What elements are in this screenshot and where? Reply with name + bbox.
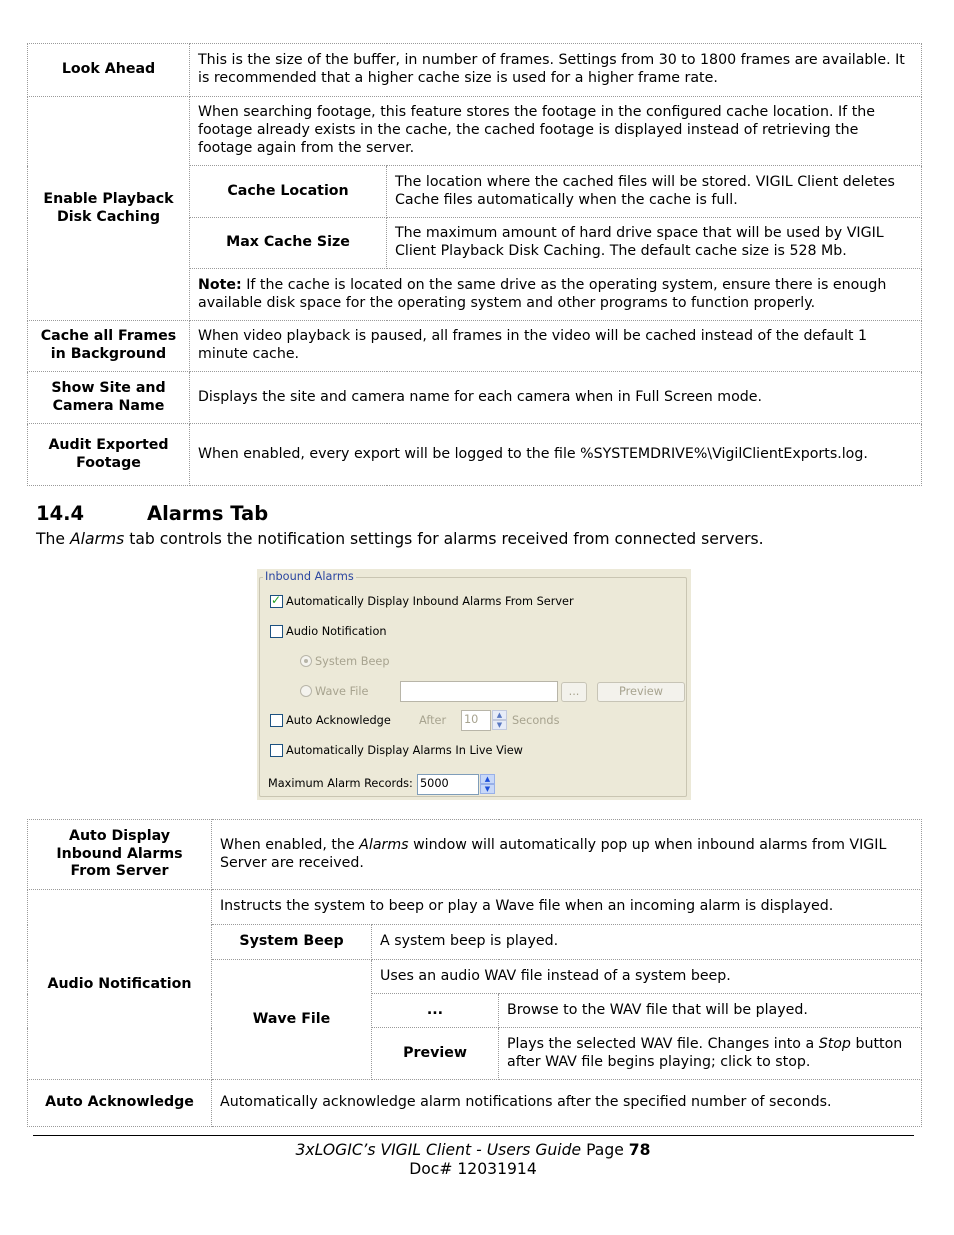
note-label: Note: — [198, 276, 242, 293]
max-cache-desc: The maximum amount of hard drive space that will be used by VIGIL Client Playback Disk Caching. The default cache size is 528 Mb. — [387, 218, 922, 269]
intro-post: tab controls the notification settings for alarms received from connected servers. — [124, 530, 764, 548]
auto-ack-row-desc: Automatically acknowledge alarm notifications after the specified number of seconds. — [212, 1080, 922, 1127]
auto-display-checkbox[interactable] — [270, 595, 283, 608]
guide-title: 3xLOGIC’s VIGIL Client - Users Guide — [295, 1141, 582, 1159]
after-seconds-input[interactable] — [461, 710, 491, 731]
section-heading — [36, 502, 268, 527]
look-ahead-desc: This is the size of the buffer, in number of frames. Settings from 30 to 1800 frames are available. It is recommended that a higher cache size is used for a higher frame rate. — [190, 44, 922, 97]
look-ahead-label: Look Ahead — [28, 44, 190, 97]
preview-button[interactable]: Preview — [597, 682, 685, 702]
preview-pre: Plays the selected WAV file. Changes into a — [507, 1035, 819, 1052]
max-cache-label: Max Cache Size — [190, 218, 387, 269]
system-beep-radio[interactable] — [300, 655, 312, 667]
spin-down-icon[interactable]: ▼ — [492, 720, 507, 730]
auto-display-em: Alarms — [359, 836, 409, 853]
preview-row-desc — [499, 1028, 922, 1080]
system-beep-row-desc: A system beep is played. — [372, 925, 922, 960]
spin-down-icon[interactable]: ▼ — [480, 784, 495, 794]
system-beep-row-label: System Beep — [212, 925, 372, 960]
auto-display-label: Automatically Display Inbound Alarms From Server — [286, 595, 574, 608]
auto-acknowledge-label: Auto Acknowledge — [286, 714, 391, 727]
after-label: After — [419, 714, 447, 727]
group-title: Inbound Alarms — [265, 570, 354, 583]
cache-location-label: Cache Location — [190, 166, 387, 218]
browse-button[interactable]: ... — [561, 682, 587, 702]
system-beep-label: System Beep — [315, 655, 390, 668]
footer-title-line — [0, 1141, 946, 1161]
seconds-label: Seconds — [512, 714, 560, 727]
preview-row-label: Preview — [372, 1028, 499, 1080]
section-title: Alarms Tab — [147, 502, 269, 525]
playback-caching-desc: When searching footage, this feature stores the footage in the configured cache location. If the footage already exists in the cache, the cached footage is displayed instead of retrieving the footage again from the server. — [190, 97, 922, 166]
max-records-spinner[interactable] — [480, 774, 495, 795]
live-view-checkbox[interactable] — [270, 744, 283, 757]
section-intro — [36, 530, 764, 550]
show-site-desc: Displays the site and camera name for each camera when in Full Screen mode. — [190, 372, 922, 424]
doc-number: Doc# 12031914 — [409, 1160, 537, 1178]
spin-up-icon[interactable]: ▲ — [480, 774, 495, 784]
cache-location-desc: The location where the cached files will be stored. VIGIL Client deletes Cache files automatically when the cache is full. — [387, 166, 922, 218]
settings-table-alarms — [27, 819, 922, 1127]
playback-caching-label: Enable Playback Disk Caching — [28, 97, 190, 321]
section-number: 14.4 — [36, 502, 85, 525]
auto-display-post: window will automatically pop up when inbound alarms from VIGIL Server are received. — [220, 836, 887, 871]
audio-notification-label: Audio Notification — [286, 625, 387, 638]
preview-em: Stop — [818, 1035, 851, 1052]
cache-all-frames-desc: When video playback is paused, all frames in the video will be cached instead of the default 1 minute cache. — [190, 321, 922, 372]
audio-notification-row-desc: Instructs the system to beep or play a Wave file when an incoming alarm is displayed. — [212, 890, 922, 925]
wave-file-row-label: Wave File — [212, 960, 372, 1080]
audio-notification-checkbox[interactable] — [270, 625, 283, 638]
page-number: 78 — [628, 1141, 651, 1159]
footer-divider — [33, 1135, 914, 1136]
cache-all-frames-label: Cache all Frames in Background — [28, 321, 190, 372]
max-records-input[interactable] — [417, 774, 479, 795]
auto-display-pre: When enabled, the — [220, 836, 360, 853]
auto-acknowledge-checkbox[interactable] — [270, 714, 283, 727]
wave-file-row-desc: Uses an audio WAV file instead of a system beep. — [372, 960, 922, 994]
auto-display-row-desc — [212, 820, 922, 890]
browse-row-desc: Browse to the WAV file that will be played. — [499, 994, 922, 1028]
after-seconds-value: 10 — [464, 713, 479, 726]
browse-row-label: ... — [372, 994, 499, 1028]
intro-pre: The — [36, 530, 70, 548]
note-text: If the cache is located on the same drive as the operating system, ensure there is enough available disk space for the operating system and other programs to function properly. — [198, 276, 887, 311]
settings-table-general — [27, 43, 922, 486]
after-seconds-spinner[interactable] — [492, 710, 507, 731]
wave-file-radio[interactable] — [300, 685, 312, 697]
intro-em: Alarms — [69, 530, 125, 548]
inbound-alarms-dialog — [257, 569, 691, 800]
max-records-value: 5000 — [420, 777, 449, 790]
audit-export-desc: When enabled, every export will be logged to the file %SYSTEMDRIVE%\VigilClientExports.log. — [190, 424, 922, 486]
spin-up-icon[interactable]: ▲ — [492, 710, 507, 720]
page-word: Page — [581, 1141, 629, 1159]
wave-file-label: Wave File — [315, 685, 369, 698]
audio-notification-row-label: Audio Notification — [28, 890, 212, 1080]
preview-post: button after WAV file begins playing; click to stop. — [507, 1035, 903, 1070]
show-site-label: Show Site and Camera Name — [28, 372, 190, 424]
cache-note — [190, 269, 922, 321]
auto-display-row-label: Auto Display Inbound Alarms From Server — [28, 820, 212, 890]
audit-export-label: Audit Exported Footage — [28, 424, 190, 486]
live-view-label: Automatically Display Alarms In Live View — [286, 744, 523, 757]
auto-ack-row-label: Auto Acknowledge — [28, 1080, 212, 1127]
max-records-label: Maximum Alarm Records: — [268, 777, 413, 790]
wave-file-input[interactable] — [400, 681, 558, 702]
